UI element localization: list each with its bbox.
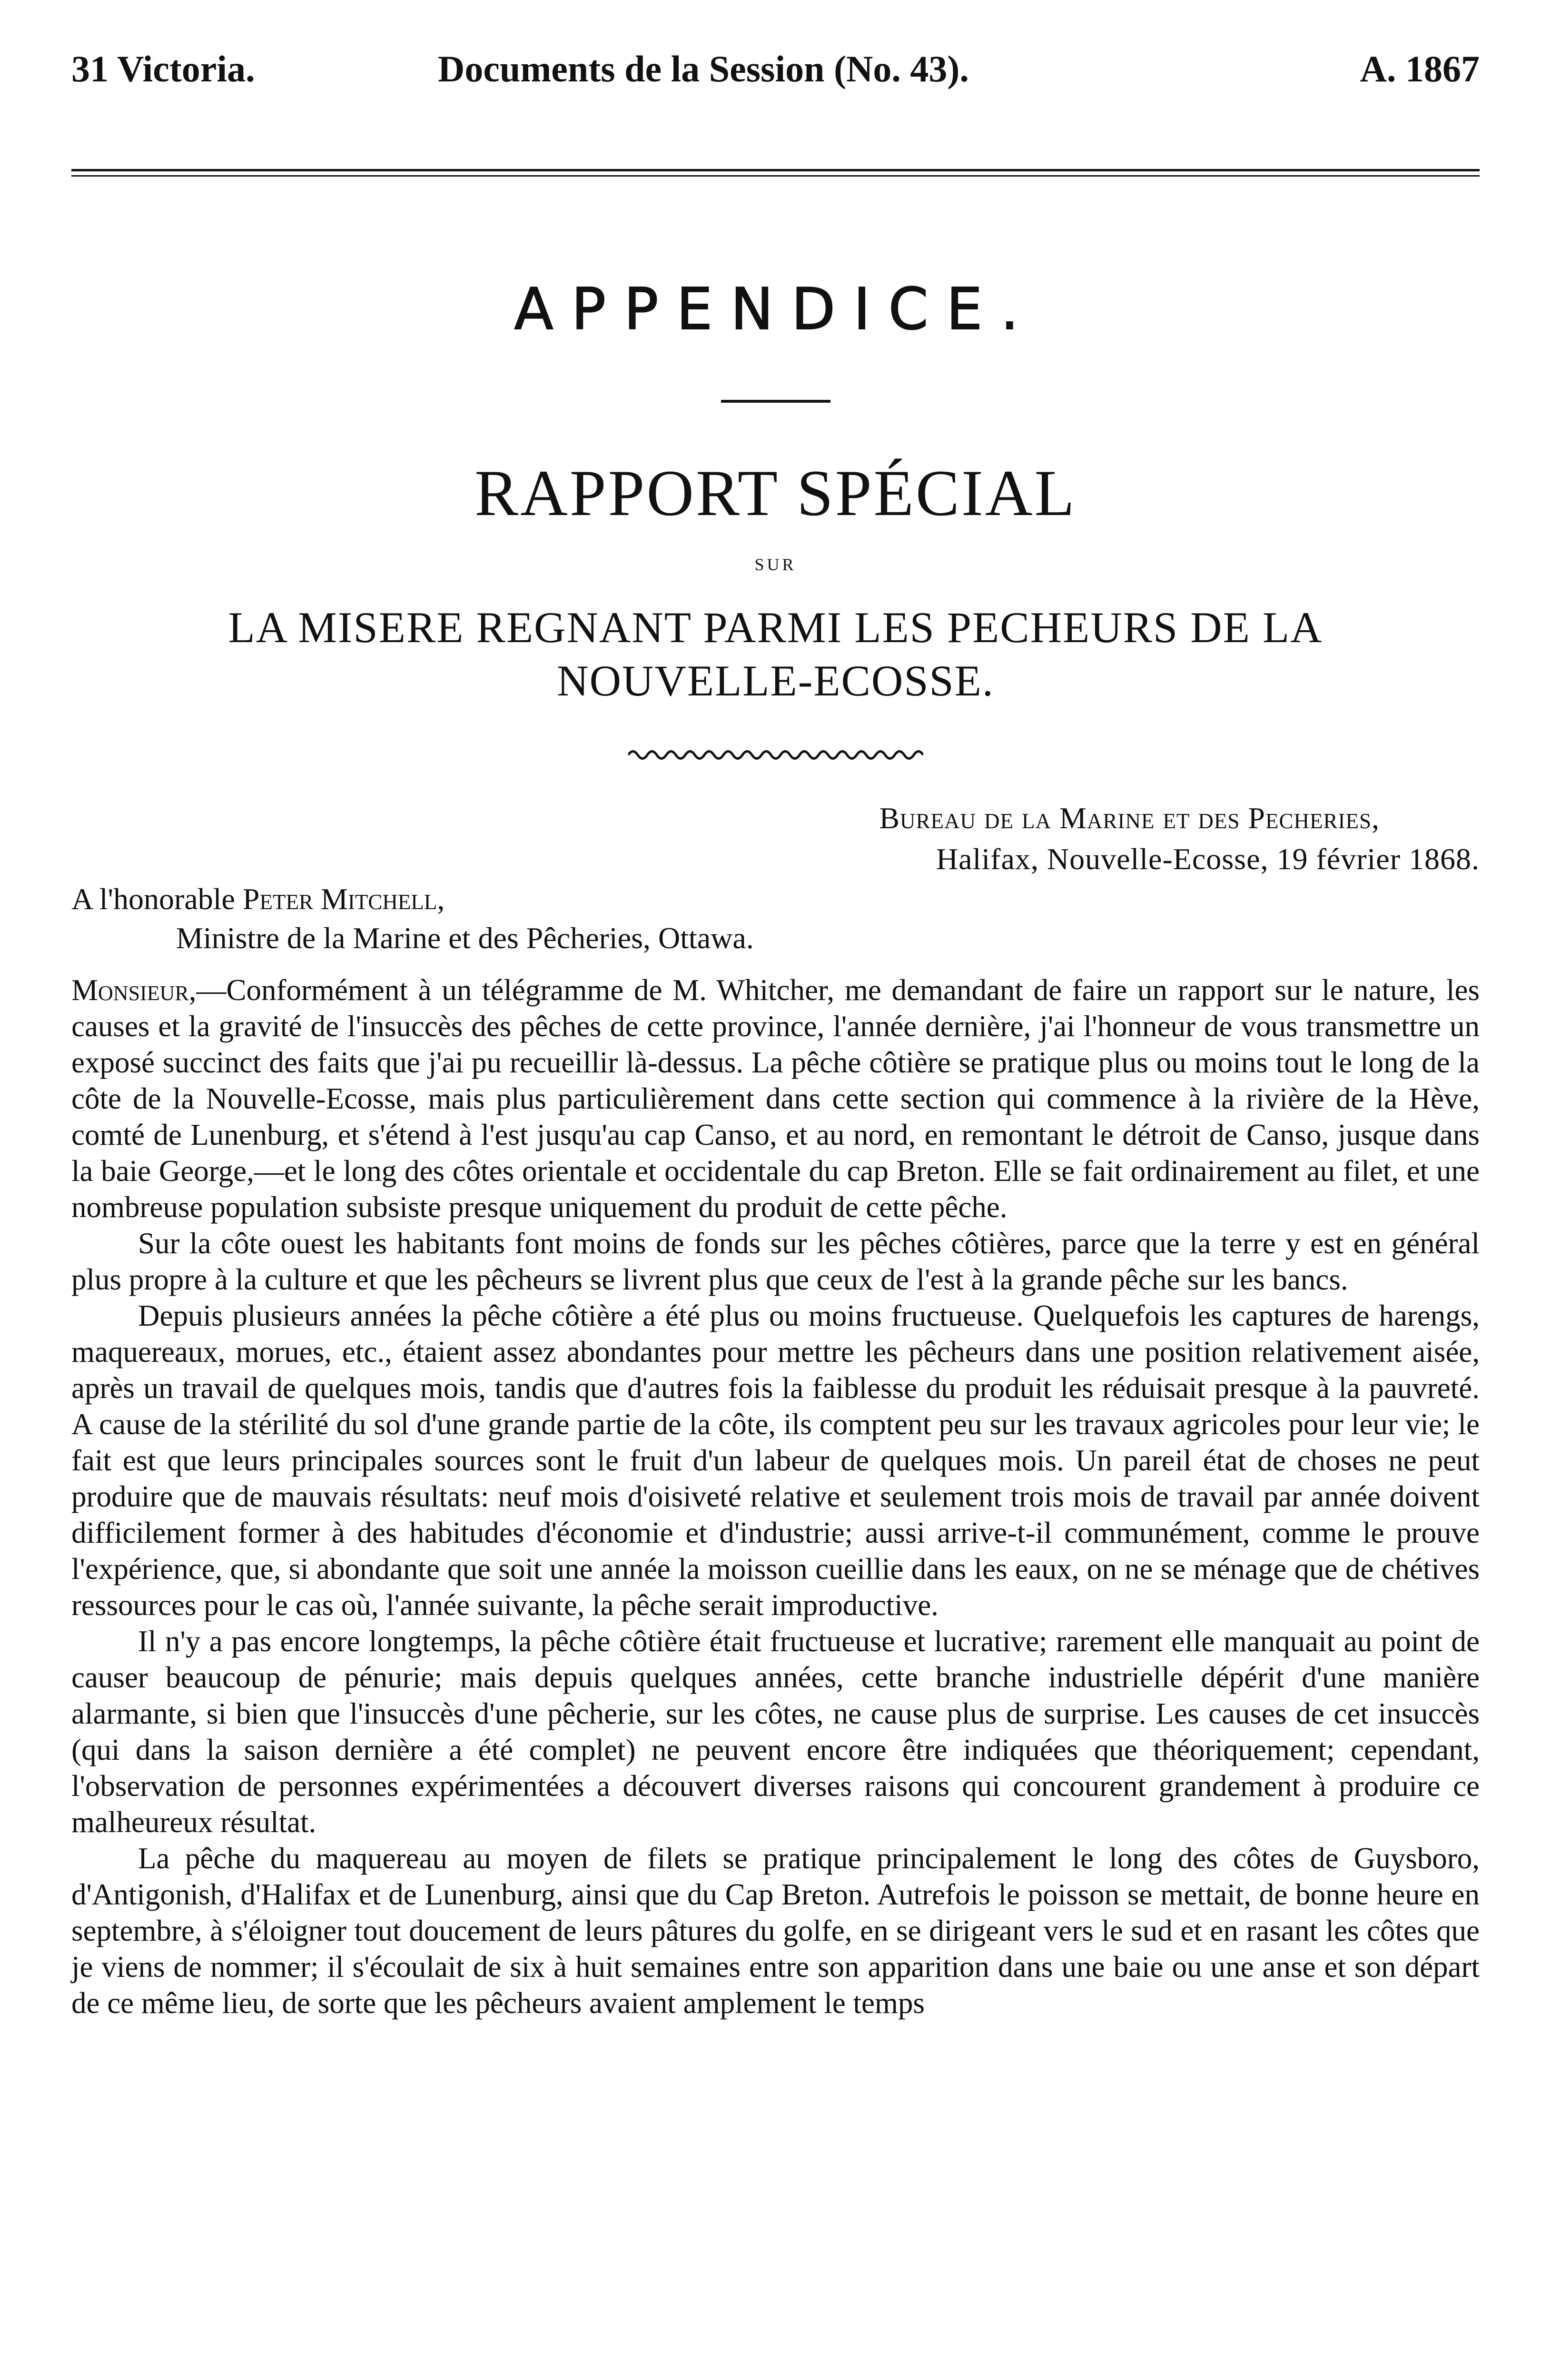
header-volume: 31 Victoria.: [71, 48, 255, 89]
salutation: Monsieur,: [71, 973, 197, 1007]
addressee-name: Peter Mitchell,: [242, 882, 445, 916]
letter-sender-block: [71, 798, 1480, 880]
header-double-rule: [71, 169, 1480, 177]
addressee-line-1: [71, 880, 1480, 919]
letter-body: [71, 972, 1480, 2021]
report-subtitle-line-1: LA MISERE REGNANT PARMI LES PECHEURS DE LA: [228, 603, 1323, 652]
report-title: RAPPORT SPÉCIAL: [474, 456, 1077, 529]
header-year: A. 1867: [1360, 48, 1480, 89]
addressee-title: Ministre de la Marine et des Pêcheries, Ottawa.: [176, 921, 754, 955]
title-divider: [721, 400, 830, 403]
letter-addressee: [71, 880, 1480, 958]
addressee-prefix: A l'honorable: [71, 882, 235, 916]
paragraph-1-text: —Conformément à un télégramme de M. Whitcher, me demandant de faire un rapport sur le nature, les causes et la gravité de l'insuccès des pêches de cette province, l'année dernière, j'ai l'honneur de vous transmettre un exposé succinct des faits que j'ai pu recueillir là-dessus. La pêche côtière se pratique plus ou moins tout le long de la côte de la Nouvelle-Ecosse, mais plus particulièrement dans cette section qui commence à la rivière de la Hève, comté de Lunenburg, et s'étend à l'est jusqu'au cap Canso, et au nord, en remontant le détroit de Canso, jusque dans la baie George,—et le long des côtes orientale et occidentale du cap Breton. Elle se fait ordinairement au filet, et une nombreuse population subsiste presque uniquement du produit de cette pêche.: [71, 973, 1480, 1224]
appendix-title: APPENDICE.: [514, 277, 1037, 343]
report-subtitle-line-2: NOUVELLE-ECOSSE.: [557, 656, 994, 705]
report-title-connector: SUR: [754, 555, 797, 574]
running-header: [71, 43, 1480, 100]
paragraph-2: Sur la côte ouest les habitants font moins de fonds sur les pêches côtières, parce que la terre y est en général plus propre à la culture et que les pêcheurs se livrent plus que ceux de l'est à la grande pêche sur les bancs.: [71, 1227, 1480, 1296]
header-document-title: Documents de la Session (No. 43).: [438, 48, 969, 89]
paragraph-5: La pêche du maquereau au moyen de filets se pratique principalement le long des côtes de Guysboro, d'Antigonish, d'Halifax et de Lunenburg, ainsi que du Cap Breton. Autrefois le poisson se mettait, de bonne heure en septembre, à s'éloigner tout doucement de leurs pâtures du golfe, en se dirigeant vers le sud et en rasant les côtes que je viens de nommer; il s'écoulait de six à huit semaines entre son apparition dans une baie ou une anse et son départ de ce même lieu, de sorte que les pêcheurs avaient amplement le temps: [71, 1842, 1480, 2020]
paragraph-3: Depuis plusieurs années la pêche côtière a été plus ou moins fructueuse. Quelquefois les captures de harengs, maquereaux, morues, etc., étaient assez abondantes pour mettre les pêcheurs dans une position relativement aisée, après un travail de quelques mois, tandis que d'autres fois la faiblesse du produit les réduisait presque à la pauvreté. A cause de la stérilité du sol d'une grande partie de la côte, ils comptent peu sur les travaux agricoles pour leur vie; le fait est que leurs principales sources sont le fruit d'un labeur de quelques mois. Un pareil état de choses ne peut produire que de mauvais résultats: neuf mois d'oisiveté relative et seulement trois mois de travail par année doivent difficilement former à des habitudes d'économie et d'industrie; aussi arrive-t-il communément, comme le prouve l'expérience, que, si abondante que soit une année la moisson cueillie dans les eaux, on ne se ménage que de chétives ressources pour le cas où, l'année suivante, la pêche serait improductive.: [71, 1299, 1480, 1622]
paragraph-1: [71, 972, 1480, 1225]
report-subtitle: [71, 601, 1480, 707]
wavy-divider: [628, 745, 923, 764]
paragraph-4: Il n'y a pas encore longtemps, la pêche côtière était fructueuse et lucrative; rarement elle manquait au point de causer beaucoup de pénurie; mais depuis quelques années, cette branche industrielle dépérit d'une manière alarmante, si bien que l'insuccès d'une pêcherie, sur les côtes, ne cause plus de surprise. Les causes de cet insuccès (qui dans la saison dernière a été complet) ne peuvent encore être indiquées que théoriquement; cependant, l'observation de personnes expérimentées a découvert diverses raisons qui concourent grandement à produire ce malheureux résultat.: [71, 1625, 1480, 1839]
letter-place-date: Halifax, Nouvelle-Ecosse, 19 février 1868.: [936, 842, 1480, 876]
sender-office: Bureau de la Marine et des Pecheries,: [879, 801, 1380, 835]
